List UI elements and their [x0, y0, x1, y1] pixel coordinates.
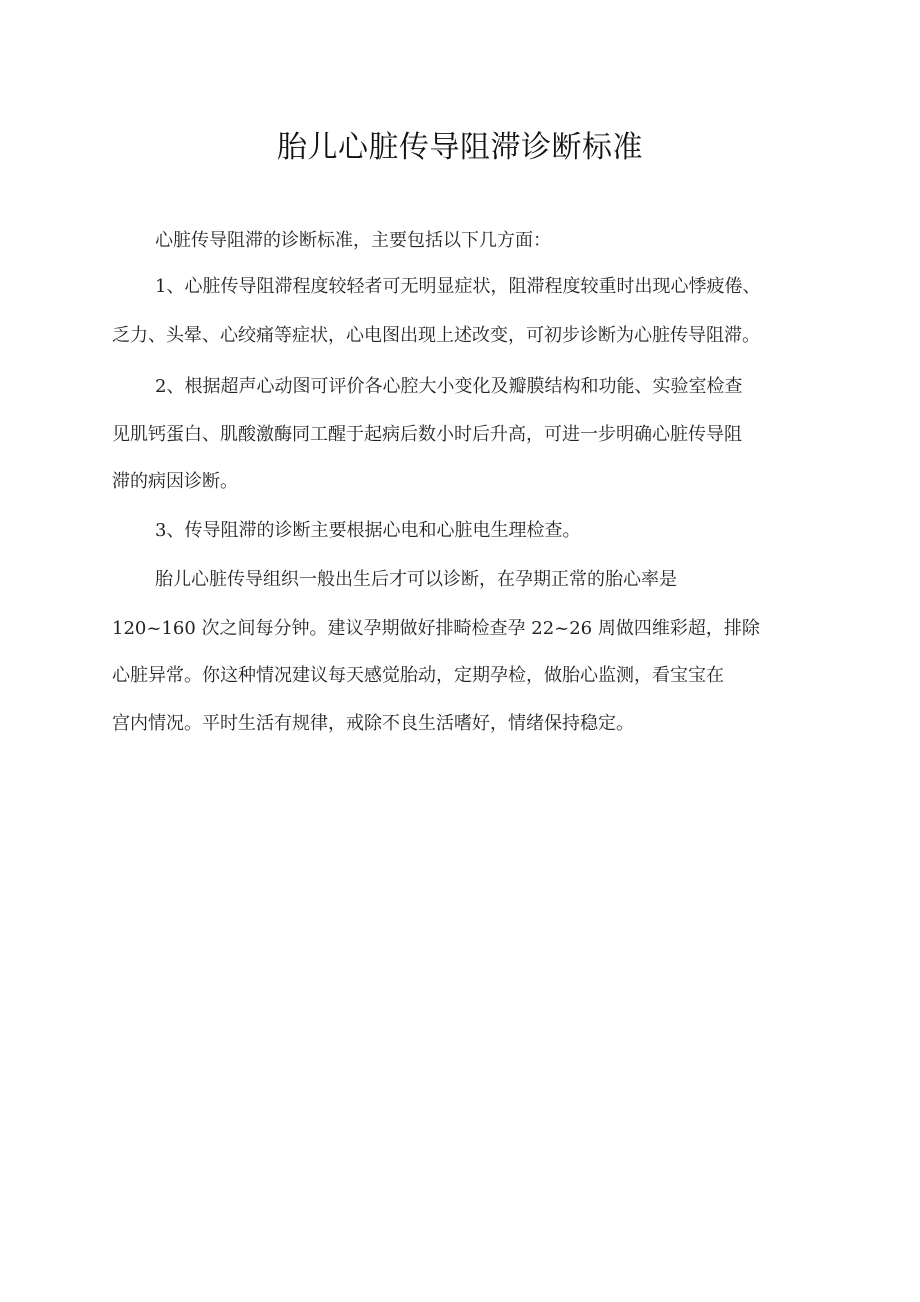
paragraph-4-line-1: 胎儿心脏传导组织一般出生后才可以诊断，在孕期正常的胎心率是: [155, 569, 677, 590]
paragraph-2-line-2: 见肌钙蛋白、肌酸激酶同工醒于起病后数小时后升高，可进一步明确心脏传导阻: [112, 424, 742, 445]
paragraph-4-line-4: 宫内情况。平时生活有规律，戒除不良生活嗜好，情绪保持稳定。: [112, 713, 634, 734]
intro-paragraph: 心脏传导阻滞的诊断标准，主要包括以下几方面：: [155, 230, 551, 251]
paragraph-2-line-1: 2、根据超声心动图可评价各心腔大小变化及瓣膜结构和功能、实验室检查: [155, 376, 743, 397]
paragraph-1-line-2: 乏力、头晕、心绞痛等症状，心电图出现上述改变，可初步诊断为心脏传导阻滞。: [112, 325, 760, 346]
paragraph-4-line-3: 心脏异常。你这种情况建议每天感觉胎动，定期孕检，做胎心监测，看宝宝在: [112, 665, 724, 686]
paragraph-3-line-1: 3、传导阻滞的诊断主要根据心电和心脏电生理检查。: [155, 520, 581, 541]
paragraph-2-line-3: 滞的病因诊断。: [112, 471, 238, 492]
document-title: 胎儿心脏传导阻滞诊断标准: [277, 130, 643, 165]
paragraph-1-line-1: 1、心脏传导阻滞程度较轻者可无明显症状，阻滞程度较重时出现心悸疲倦、: [155, 276, 761, 297]
paragraph-4-line-2: 120~160 次之间每分钟。建议孕期做好排畸检查孕 22~26 周做四维彩超，排除: [112, 618, 760, 639]
